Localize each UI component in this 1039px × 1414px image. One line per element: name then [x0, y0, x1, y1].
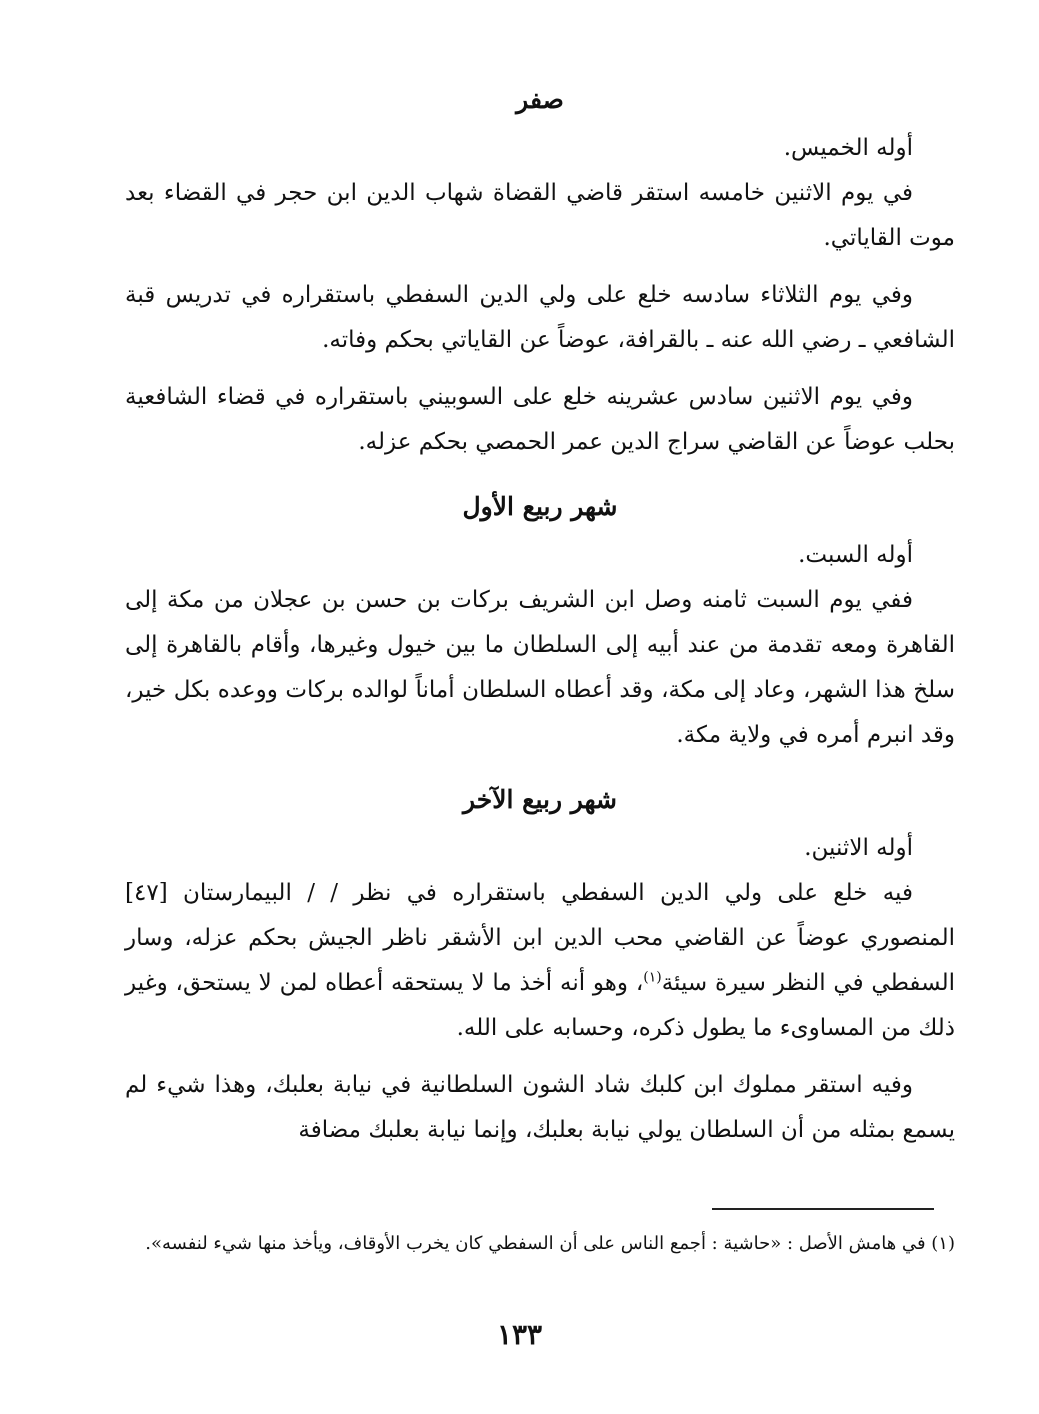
paragraph: وفي يوم الاثنين سادس عشرينه خلع على السوبيني باستقراره في قضاء الشافعية بحلب عوضاً عن القاضي سراج الدين عمر الحمصي بحكم عزله. [125, 384, 955, 455]
paragraph: أوله السبت. [798, 542, 913, 568]
section-heading-rabi-al-akhir: شهر ربيع الآخر [462, 785, 617, 814]
footnote: (١) في هامش الأصل : «حاشية : أجمع الناس على أن السفطي كان يخرب الأوقاف، ويأخذ منها شيء لنفسه». [145, 1233, 955, 1254]
footnote-divider [712, 1208, 934, 1210]
paragraph: ففي يوم السبت ثامنه وصل ابن الشريف بركات بن حسن بن عجلان من مكة إلى القاهرة ومعه تقدمة من عند أبيه إلى السلطان ما بين خيول وغيرها، وأقام بالقاهرة إلى سلخ هذا الشهر، وعاد إلى مكة، وقد أعطاه السلطان أماناً لوالده بركات ووعده بكل خير، وقد انبرم أمره في ولاية مكة. [125, 587, 955, 748]
paragraph [125, 871, 955, 1051]
paragraph: أوله الخميس. [783, 135, 913, 161]
paragraph-text: فيه خلع على ولي الدين السفطي باستقراره في نظر / / البيمارستان [٤٧] المنصوري عوضاً عن القاضي محب الدين ابن الأشقر ناظر الجيش بحكم عزله، وسار السفطي في النظر سيرة سيئة [125, 880, 955, 996]
paragraph: أوله الاثنين. [804, 835, 913, 861]
paragraph: وفي يوم الثلاثاء سادسه خلع على ولي الدين السفطي باستقراره في تدريس قبة الشافعي ـ رضي الله عنه ـ بالقرافة، عوضاً عن القاياتي بحكم وفاته. [125, 282, 955, 353]
paragraph: في يوم الاثنين خامسه استقر قاضي القضاة شهاب الدين ابن حجر في القضاء بعد موت القاياتي. [125, 180, 955, 251]
page-number: ١٣٣ [496, 1318, 543, 1351]
footnotes [100, 1228, 955, 1259]
paragraph-text-continued: ، وهو أنه أخذ ما لا يستحقه أعطاه لمن لا يستحق، وغير ذلك من المساوىء ما يطول ذكره، وحسابه على الله. [125, 970, 955, 1041]
section-heading-safar: صفر [516, 85, 564, 114]
paragraph: وفيه استقر مملوك ابن كلبك شاد الشون السلطانية في نيابة بعلبك، وهذا شيء لم يسمع بمثله من أن السلطان يولي نيابة بعلبك، وإنما نيابة بعلبك مضافة [125, 1072, 955, 1143]
footnote-marker[interactable]: (١) [643, 969, 662, 986]
section-heading-rabi-al-awwal: شهر ربيع الأول [462, 492, 618, 521]
main-text [125, 80, 955, 1153]
